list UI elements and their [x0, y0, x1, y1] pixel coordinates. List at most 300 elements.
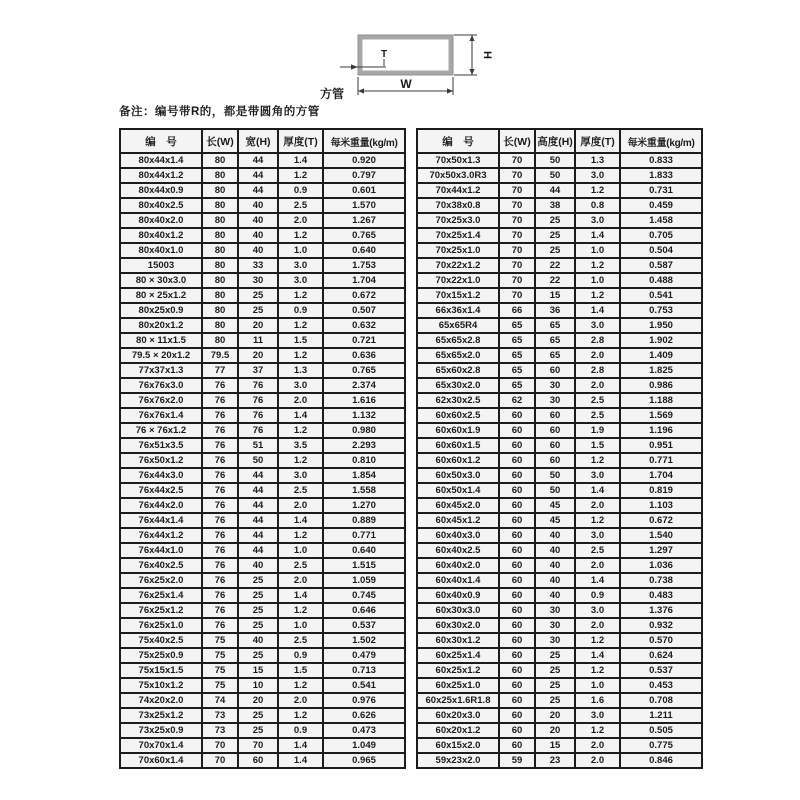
table-cell: 76: [202, 528, 238, 543]
column-header: 编 号: [417, 129, 499, 153]
table-cell: 65: [535, 348, 575, 363]
table-cell: 65: [499, 318, 535, 333]
table-cell: 1.270: [323, 498, 405, 513]
table-cell: 80: [202, 273, 238, 288]
table-cell: 1.4: [575, 573, 620, 588]
table-cell: 2.0: [575, 378, 620, 393]
table-cell: 25: [238, 708, 278, 723]
table-row: [120, 258, 405, 273]
table-row: [417, 483, 702, 498]
table-cell: 76: [202, 453, 238, 468]
table-cell: 20: [535, 708, 575, 723]
table-row: [120, 378, 405, 393]
table-row: [120, 363, 405, 378]
table-cell: 2.0: [278, 693, 323, 708]
table-cell: 40: [535, 528, 575, 543]
table-cell: 50: [535, 483, 575, 498]
table-cell: 0.771: [620, 453, 702, 468]
table-cell: 70x22x1.0: [417, 273, 499, 288]
table-cell: 70x25x1.0: [417, 243, 499, 258]
table-cell: 1.2: [278, 528, 323, 543]
table-cell: 0.705: [620, 228, 702, 243]
table-cell: 2.0: [575, 738, 620, 753]
table-cell: 79.5 × 20x1.2: [120, 348, 202, 363]
table-cell: 80: [202, 198, 238, 213]
column-header: 厚度(T): [278, 129, 323, 153]
table-cell: 1.409: [620, 348, 702, 363]
table-cell: 44: [238, 483, 278, 498]
table-cell: 25: [238, 573, 278, 588]
table-cell: 1.4: [278, 588, 323, 603]
table-row: [120, 423, 405, 438]
table-cell: 80: [202, 243, 238, 258]
table-cell: 20: [238, 318, 278, 333]
table-cell: 30: [535, 633, 575, 648]
table-cell: 0.9: [278, 648, 323, 663]
table-cell: 60: [499, 543, 535, 558]
table-row: [417, 243, 702, 258]
header-row: [417, 129, 702, 153]
table-cell: 0.889: [323, 513, 405, 528]
table-cell: 60: [535, 363, 575, 378]
table-cell: 1.059: [323, 573, 405, 588]
table-cell: 80 × 25x1.2: [120, 288, 202, 303]
table-row: [120, 168, 405, 183]
table-cell: 0.632: [323, 318, 405, 333]
table-cell: 50: [535, 168, 575, 183]
table-cell: 70x15x1.2: [417, 288, 499, 303]
table-cell: 1.570: [323, 198, 405, 213]
table-row: [417, 723, 702, 738]
table-cell: 30: [238, 273, 278, 288]
table-cell: 74: [202, 693, 238, 708]
table-cell: 1.2: [575, 663, 620, 678]
table-cell: 0.819: [620, 483, 702, 498]
table-cell: 70: [499, 288, 535, 303]
table-cell: 1.2: [575, 723, 620, 738]
table-cell: 0.507: [323, 303, 405, 318]
table-cell: 25: [238, 303, 278, 318]
table-row: [120, 303, 405, 318]
table-cell: 60x40x3.0: [417, 528, 499, 543]
table-row: [120, 708, 405, 723]
table-row: [417, 153, 702, 168]
table-cell: 1.0: [575, 243, 620, 258]
table-cell: 40: [535, 573, 575, 588]
table-cell: 60x25x1.6R1.8: [417, 693, 499, 708]
table-row: [120, 198, 405, 213]
table-row: [120, 183, 405, 198]
table-cell: 0.640: [323, 243, 405, 258]
table-row: [120, 318, 405, 333]
table-cell: 76: [202, 513, 238, 528]
table-cell: 60: [499, 513, 535, 528]
table-cell: 70: [202, 753, 238, 768]
column-header: 宽(H): [238, 129, 278, 153]
table-cell: 80: [202, 258, 238, 273]
table-cell: 60x60x1.9: [417, 423, 499, 438]
table-row: [120, 483, 405, 498]
table-cell: 0.980: [323, 423, 405, 438]
table-row: [120, 228, 405, 243]
table-cell: 66: [499, 303, 535, 318]
table-cell: 70: [499, 168, 535, 183]
table-cell: 76: [202, 543, 238, 558]
table-row: [120, 753, 405, 768]
table-row: [417, 288, 702, 303]
table-cell: 10: [238, 678, 278, 693]
table-cell: 1.4: [575, 228, 620, 243]
table-cell: 60x30x2.0: [417, 618, 499, 633]
table-cell: 44: [238, 498, 278, 513]
table-cell: 60x45x2.0: [417, 498, 499, 513]
table-cell: 75x15x1.5: [120, 663, 202, 678]
table-cell: 70x70x1.4: [120, 738, 202, 753]
table-cell: 80x40x1.2: [120, 228, 202, 243]
table-cell: 0.483: [620, 588, 702, 603]
table-cell: 65: [535, 333, 575, 348]
table-row: [417, 738, 702, 753]
table-cell: 0.9: [575, 588, 620, 603]
table-cell: 76: [202, 573, 238, 588]
table-cell: 44: [238, 168, 278, 183]
table-cell: 60x45x1.2: [417, 513, 499, 528]
table-cell: 2.0: [575, 753, 620, 768]
table-cell: 1.0: [575, 273, 620, 288]
table-cell: 60: [535, 408, 575, 423]
table-cell: 1.2: [278, 423, 323, 438]
table-cell: 0.713: [323, 663, 405, 678]
table-row: [120, 528, 405, 543]
table-cell: 70: [499, 183, 535, 198]
table-cell: 1.3: [575, 153, 620, 168]
table-cell: 80 × 11x1.5: [120, 333, 202, 348]
table-row: [417, 333, 702, 348]
table-cell: 1.704: [620, 468, 702, 483]
table-cell: 74x20x2.0: [120, 693, 202, 708]
table-cell: 1.2: [278, 348, 323, 363]
table-cell: 76: [202, 393, 238, 408]
table-cell: 2.0: [575, 618, 620, 633]
table-cell: 2.0: [575, 558, 620, 573]
table-cell: 73x25x1.2: [120, 708, 202, 723]
table-cell: 60: [499, 618, 535, 633]
table-cell: 1.103: [620, 498, 702, 513]
table-cell: 70: [499, 153, 535, 168]
table-cell: 60: [499, 723, 535, 738]
table-cell: 0.473: [323, 723, 405, 738]
table-row: [120, 678, 405, 693]
table-cell: 76: [238, 393, 278, 408]
table-cell: 25: [535, 693, 575, 708]
table-row: [417, 423, 702, 438]
table-cell: 0.765: [323, 228, 405, 243]
width-label: W: [400, 77, 412, 91]
table-cell: 15: [238, 663, 278, 678]
table-cell: 70: [238, 738, 278, 753]
table-row: [120, 288, 405, 303]
table-cell: 44: [238, 468, 278, 483]
table-cell: 2.293: [323, 438, 405, 453]
table-row: [417, 183, 702, 198]
table-cell: 0.646: [323, 603, 405, 618]
table-cell: 2.374: [323, 378, 405, 393]
table-cell: 76: [202, 588, 238, 603]
table-cell: 3.0: [278, 258, 323, 273]
table-cell: 1.616: [323, 393, 405, 408]
table-cell: 59: [499, 753, 535, 768]
table-cell: 60: [499, 708, 535, 723]
table-cell: 0.810: [323, 453, 405, 468]
table-cell: 23: [535, 753, 575, 768]
table-cell: 80x40x2.5: [120, 198, 202, 213]
table-cell: 60x30x3.0: [417, 603, 499, 618]
table-cell: 76x76x3.0: [120, 378, 202, 393]
table-cell: 60: [499, 588, 535, 603]
table-cell: 76: [202, 423, 238, 438]
table-row: [417, 603, 702, 618]
height-arrow-bottom: [469, 69, 474, 75]
table-cell: 3.0: [575, 168, 620, 183]
table-cell: 1.2: [278, 168, 323, 183]
table-cell: 0.731: [620, 183, 702, 198]
table-cell: 0.541: [620, 288, 702, 303]
table-cell: 1.4: [278, 513, 323, 528]
table-cell: 73: [202, 723, 238, 738]
table-row: [417, 573, 702, 588]
table-row: [120, 243, 405, 258]
table-cell: 76x40x2.5: [120, 558, 202, 573]
column-header: 高度(H): [535, 129, 575, 153]
table-cell: 65: [535, 318, 575, 333]
table-cell: 76x25x1.4: [120, 588, 202, 603]
table-cell: 80: [202, 288, 238, 303]
table-cell: 1.704: [323, 273, 405, 288]
table-cell: 0.537: [620, 663, 702, 678]
table-cell: 62: [499, 393, 535, 408]
table-cell: 30: [535, 393, 575, 408]
table-cell: 2.0: [278, 573, 323, 588]
table-cell: 3.5: [278, 438, 323, 453]
table-cell: 1.211: [620, 708, 702, 723]
table-row: [417, 618, 702, 633]
table-cell: 3.0: [278, 378, 323, 393]
table-row: [120, 648, 405, 663]
table-cell: 25: [238, 588, 278, 603]
table-cell: 1.4: [278, 753, 323, 768]
table-cell: 44: [238, 543, 278, 558]
table-cell: 62x30x2.5: [417, 393, 499, 408]
table-row: [120, 603, 405, 618]
table-cell: 70: [499, 228, 535, 243]
table-cell: 76: [202, 483, 238, 498]
table-cell: 65x65R4: [417, 318, 499, 333]
table-cell: 3.0: [575, 603, 620, 618]
table-cell: 20: [535, 723, 575, 738]
table-cell: 76: [202, 378, 238, 393]
thickness-label: T: [380, 49, 388, 60]
table-cell: 76: [238, 378, 278, 393]
table-cell: 0.672: [620, 513, 702, 528]
table-row: [417, 273, 702, 288]
table-cell: 65x65x2.0: [417, 348, 499, 363]
table-cell: 2.5: [278, 633, 323, 648]
table-cell: 65x60x2.8: [417, 363, 499, 378]
table-row: [417, 213, 702, 228]
table-cell: 2.5: [575, 543, 620, 558]
table-cell: 60: [535, 423, 575, 438]
table-cell: 0.965: [323, 753, 405, 768]
table-cell: 73x25x0.9: [120, 723, 202, 738]
table-cell: 1.2: [278, 228, 323, 243]
table-cell: 1.0: [575, 678, 620, 693]
table-row: [120, 213, 405, 228]
table-row: [120, 393, 405, 408]
table-cell: 2.8: [575, 333, 620, 348]
table-cell: 60x60x2.5: [417, 408, 499, 423]
table-cell: 36: [535, 303, 575, 318]
table-row: [417, 678, 702, 693]
table-cell: 37: [238, 363, 278, 378]
table-cell: 0.708: [620, 693, 702, 708]
table-row: [120, 408, 405, 423]
table-cell: 1.2: [278, 288, 323, 303]
table-row: [120, 663, 405, 678]
table-cell: 60x25x1.4: [417, 648, 499, 663]
table-row: [417, 528, 702, 543]
table-cell: 60: [499, 573, 535, 588]
table-cell: 1.2: [575, 633, 620, 648]
table-cell: 22: [535, 273, 575, 288]
table-row: [120, 498, 405, 513]
table-cell: 1.4: [575, 303, 620, 318]
table-row: [417, 543, 702, 558]
table-cell: 0.504: [620, 243, 702, 258]
table-cell: 75: [202, 633, 238, 648]
table-cell: 59x23x2.0: [417, 753, 499, 768]
right-spec-table: [416, 128, 703, 769]
table-cell: 70: [499, 273, 535, 288]
table-cell: 2.5: [278, 558, 323, 573]
table-cell: 60x60x1.2: [417, 453, 499, 468]
table-cell: 76: [202, 603, 238, 618]
table-cell: 79.5: [202, 348, 238, 363]
header-row: [120, 129, 405, 153]
table-cell: 45: [535, 513, 575, 528]
table-row: [417, 408, 702, 423]
table-cell: 75x10x1.2: [120, 678, 202, 693]
table-cell: 1.540: [620, 528, 702, 543]
table-cell: 60: [499, 498, 535, 513]
table-cell: 40: [238, 633, 278, 648]
table-row: [120, 573, 405, 588]
table-cell: 80x25x0.9: [120, 303, 202, 318]
table-cell: 1.502: [323, 633, 405, 648]
table-cell: 2.5: [278, 198, 323, 213]
table-cell: 0.505: [620, 723, 702, 738]
table-cell: 30: [535, 618, 575, 633]
table-cell: 0.587: [620, 258, 702, 273]
table-cell: 2.0: [278, 393, 323, 408]
table-row: [417, 453, 702, 468]
table-row: [417, 438, 702, 453]
table-cell: 60: [499, 468, 535, 483]
table-cell: 2.8: [575, 363, 620, 378]
height-arrow-top: [469, 35, 474, 41]
table-cell: 1.2: [278, 318, 323, 333]
table-cell: 44: [238, 183, 278, 198]
table-cell: 60: [535, 453, 575, 468]
table-cell: 60: [499, 633, 535, 648]
table-row: [120, 438, 405, 453]
table-row: [417, 588, 702, 603]
table-cell: 1.5: [278, 663, 323, 678]
table-cell: 60: [499, 528, 535, 543]
table-cell: 65: [499, 363, 535, 378]
table-cell: 25: [535, 663, 575, 678]
table-cell: 2.0: [278, 498, 323, 513]
table-cell: 76: [202, 438, 238, 453]
table-row: [417, 363, 702, 378]
table-cell: 44: [238, 153, 278, 168]
table-row: [417, 198, 702, 213]
table-cell: 3.0: [575, 528, 620, 543]
table-cell: 1.2: [278, 678, 323, 693]
table-row: [417, 318, 702, 333]
table-row: [417, 258, 702, 273]
width-arrow-left: [358, 88, 364, 93]
table-cell: 60: [499, 738, 535, 753]
table-row: [417, 303, 702, 318]
table-row: [120, 633, 405, 648]
table-cell: 0.640: [323, 543, 405, 558]
table-cell: 1.4: [575, 648, 620, 663]
table-cell: 76: [202, 558, 238, 573]
table-cell: 25: [238, 648, 278, 663]
column-header: 长(W): [202, 129, 238, 153]
table-cell: 1.2: [575, 513, 620, 528]
table-cell: 75x25x0.9: [120, 648, 202, 663]
table-cell: 70x50x3.0R3: [417, 168, 499, 183]
table-row: [120, 513, 405, 528]
table-cell: 76x76x2.0: [120, 393, 202, 408]
table-cell: 1.0: [278, 243, 323, 258]
table-cell: 0.541: [323, 678, 405, 693]
table-row: [417, 468, 702, 483]
table-cell: 1.0: [278, 543, 323, 558]
table-cell: 40: [238, 558, 278, 573]
table-cell: 1.902: [620, 333, 702, 348]
table-cell: 75: [202, 648, 238, 663]
table-cell: 65: [499, 333, 535, 348]
table-cell: 1.569: [620, 408, 702, 423]
table-cell: 66x36x1.4: [417, 303, 499, 318]
column-header: 厚度(T): [575, 129, 620, 153]
table-cell: 3.0: [575, 318, 620, 333]
table-cell: 3.0: [278, 468, 323, 483]
table-cell: 0.636: [323, 348, 405, 363]
table-cell: 25: [238, 618, 278, 633]
table-cell: 22: [535, 258, 575, 273]
table-row: [417, 498, 702, 513]
table-cell: 80: [202, 168, 238, 183]
table-cell: 76 × 76x1.2: [120, 423, 202, 438]
table-cell: 76: [202, 408, 238, 423]
table-cell: 60x40x2.5: [417, 543, 499, 558]
table-cell: 60x40x1.4: [417, 573, 499, 588]
table-cell: 70: [202, 738, 238, 753]
table-cell: 15003: [120, 258, 202, 273]
